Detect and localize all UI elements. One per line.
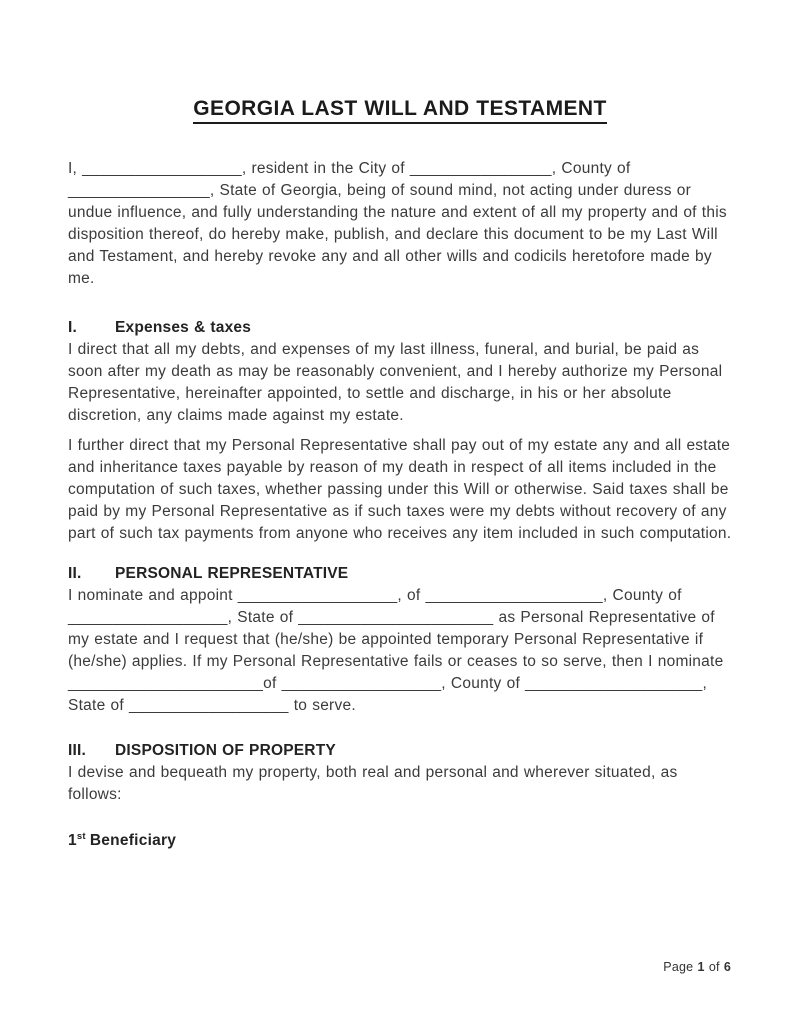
footer-total-pages: 6 [723, 960, 731, 974]
section-disposition-of-property [68, 740, 732, 806]
section-heading-text: PERSONAL REPRESENTATIVE [115, 565, 349, 582]
footer-page-label: Page [663, 960, 694, 974]
beneficiary-number: 1 [68, 832, 77, 849]
section-personal-representative [68, 563, 732, 717]
section-heading-text: DISPOSITION OF PROPERTY [115, 742, 336, 759]
opening-paragraph: I, __________________, resident in the City of ________________, County of ________________, State of Georgia, being of sound mind, not acting under duress or undue influence, and fully understanding the nature and extent of all my property and of this disposition thereof, do hereby make, publish, and declare this document to be my Last Will and Testament, and hereby revoke any and all other wills and codicils heretofore made by me. [68, 160, 727, 287]
beneficiary-label: Beneficiary [89, 832, 177, 849]
section-paragraph: I nominate and appoint __________________, of ____________________, County of __________________, State of ______________________ as Personal Representative of my estate and I request that (he/she) be appointed temporary Personal Representative if (he/she) applies. If my Personal Representative fails or ceases to so serve, then I nominate ______________________of __________________, County of ____________________, State of __________________ to serve. [68, 587, 724, 714]
section-heading [68, 317, 732, 339]
section-expenses-and-taxes [68, 317, 732, 545]
document-content [68, 0, 732, 852]
section-numeral: III. [68, 742, 87, 759]
footer-of-label: of [708, 960, 720, 974]
first-beneficiary-heading [68, 830, 732, 852]
section-paragraph: I devise and bequeath my property, both real and personal and wherever situated, as follows: [68, 764, 678, 803]
document-title [68, 96, 732, 122]
section-numeral: I. [68, 319, 78, 336]
section-heading [68, 563, 732, 585]
footer-current-page: 1 [697, 960, 705, 974]
section-heading [68, 740, 732, 762]
section-paragraph: I further direct that my Personal Representative shall pay out of my estate any and all estate and inheritance taxes payable by reason of my death in respect of all items included in the computation of such taxes, whether passing under this Will or otherwise. Said taxes shall be paid by my Personal Representative as if such taxes were my debts without recovery of any part of such tax payments from anyone who receives any item included in such computation. [68, 437, 732, 542]
section-numeral: II. [68, 565, 82, 582]
section-heading-text: Expenses & taxes [115, 319, 252, 336]
document-title-text: GEORGIA LAST WILL AND TESTAMENT [193, 97, 606, 124]
section-paragraph: I direct that all my debts, and expenses of my last illness, funeral, and burial, be paid as soon after my death as may be reasonably convenient, and I hereby authorize my Personal Representative, hereinafter appointed, to settle and discharge, in his or her absolute discretion, any claims made against my estate. [68, 341, 723, 424]
beneficiary-ordinal-suffix: st [76, 830, 86, 842]
page-number-footer [663, 960, 731, 975]
